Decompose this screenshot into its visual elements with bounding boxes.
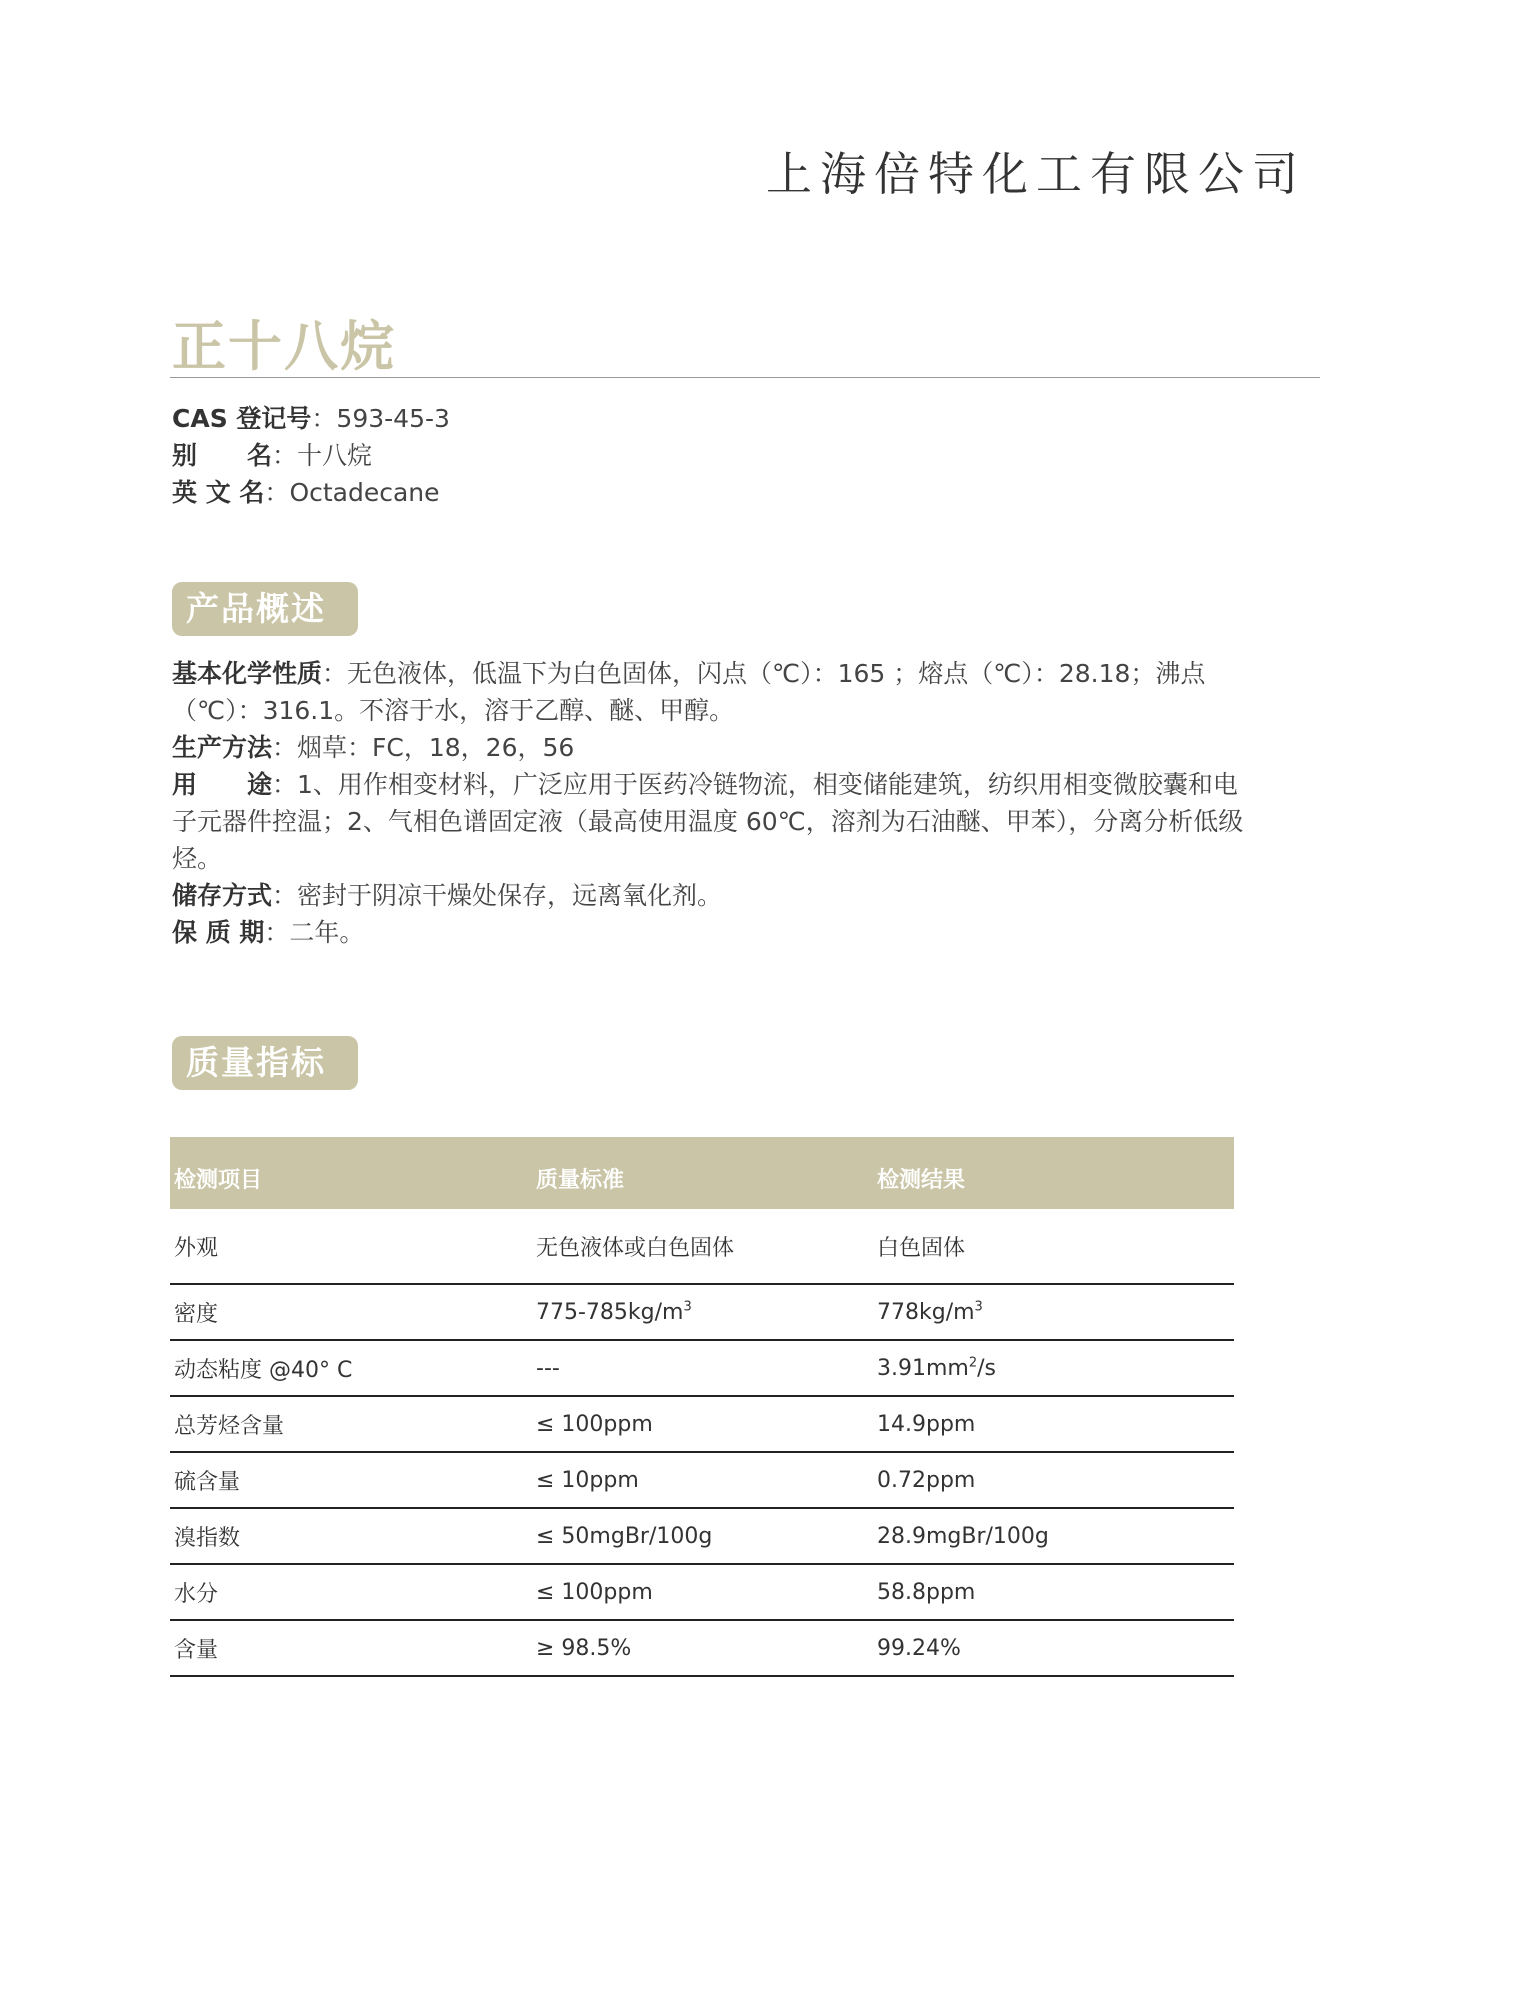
row-standard-sup: 3 [683, 1299, 692, 1315]
company-name: 上海倍特化工有限公司 [766, 147, 1306, 201]
production-method-text: ：烟草：FC，18，26，56 [272, 733, 575, 762]
row-standard [532, 1284, 873, 1340]
row-result-sup: 2 [968, 1355, 978, 1371]
alias-value: 十八烷 [297, 441, 373, 470]
table-row [170, 1508, 1234, 1564]
title-divider [170, 377, 1320, 378]
english-name-sep: ： [264, 478, 290, 507]
overview-block [172, 655, 1252, 951]
row-result-tail: /s [977, 1355, 997, 1381]
row-result-text: 3.91mm [877, 1355, 969, 1381]
row-result: 0.72ppm [873, 1452, 1234, 1508]
row-item: 硫含量 [170, 1452, 532, 1508]
table-row [170, 1564, 1234, 1620]
row-item: 外观 [170, 1209, 532, 1284]
alias-label: 别 名 [172, 441, 273, 470]
row-item: 溴指数 [170, 1508, 532, 1564]
row-result [873, 1340, 1234, 1396]
row-result: 28.9mgBr/100g [873, 1508, 1234, 1564]
quality-section-title: 质量指标 [172, 1036, 358, 1090]
cas-label: CAS 登记号 [172, 404, 312, 433]
storage [172, 877, 1252, 914]
row-result-text: 778kg/m [877, 1299, 975, 1325]
cas-value: 593-45-3 [336, 404, 450, 433]
row-item: 含量 [170, 1620, 532, 1676]
row-result: 白色固体 [873, 1209, 1234, 1284]
alias-sep: ： [272, 441, 298, 470]
storage-text: ：密封于阴凉干燥处保存，远离氧化剂。 [272, 881, 723, 910]
basic-properties [172, 655, 1252, 729]
overview-section-title: 产品概述 [172, 582, 358, 636]
row-standard: ≤ 100ppm [532, 1396, 873, 1452]
row-standard: --- [532, 1340, 873, 1396]
production-method-label: 生产方法 [172, 733, 273, 762]
row-result: 99.24% [873, 1620, 1234, 1676]
basic-properties-text: ：无色液体，低温下为白色固体，闪点（℃）：165 ；熔点（℃）：28.18；沸点（℃）：316.1。不溶于水，溶于乙醇、醚、甲醇。 [172, 659, 1206, 725]
production-method [172, 729, 1252, 766]
product-title: 正十八烷 [172, 315, 396, 378]
row-result: 14.9ppm [873, 1396, 1234, 1452]
row-standard-text: 775-785kg/m [536, 1299, 684, 1325]
row-result [873, 1284, 1234, 1340]
usage-text: ：1、用作相变材料，广泛应用于医药冷链物流，相变储能建筑，纺织用相变微胶囊和电子元器件控温；2、气相色谱固定液（最高使用温度 60℃，溶剂为石油醚、甲苯），分离分析低级烃。 [172, 770, 1244, 873]
shelf-life-text: ：二年。 [264, 918, 365, 947]
header-result: 检测结果 [873, 1137, 1234, 1209]
row-standard: ≤ 100ppm [532, 1564, 873, 1620]
table-row [170, 1452, 1234, 1508]
shelf-life [172, 914, 1252, 951]
english-name-row [172, 474, 450, 511]
row-standard: ≤ 50mgBr/100g [532, 1508, 873, 1564]
row-result: 58.8ppm [873, 1564, 1234, 1620]
quality-spec-table [170, 1137, 1234, 1677]
row-standard: 无色液体或白色固体 [532, 1209, 873, 1284]
english-name-value: Octadecane [289, 478, 440, 507]
header-test-item: 检测项目 [170, 1137, 532, 1209]
row-result-sup: 3 [974, 1299, 983, 1315]
table-row [170, 1209, 1234, 1284]
row-item: 总芳烃含量 [170, 1396, 532, 1452]
table-header-row [170, 1137, 1234, 1209]
table-row [170, 1284, 1234, 1340]
header-standard: 质量标准 [532, 1137, 873, 1209]
english-name-label: 英 文 名 [172, 478, 265, 507]
usage-label: 用 途 [172, 770, 273, 799]
cas-sep: ： [311, 404, 337, 433]
table-row [170, 1620, 1234, 1676]
storage-label: 储存方式 [172, 881, 273, 910]
row-item: 密度 [170, 1284, 532, 1340]
table-row [170, 1340, 1234, 1396]
row-item: 动态粘度 @40° C [170, 1340, 532, 1396]
usage [172, 766, 1252, 877]
identity-block [172, 400, 450, 511]
alias-row [172, 437, 450, 474]
cas-row [172, 400, 450, 437]
shelf-life-label: 保 质 期 [172, 918, 265, 947]
row-standard: ≥ 98.5% [532, 1620, 873, 1676]
basic-properties-label: 基本化学性质 [172, 659, 323, 688]
row-item: 水分 [170, 1564, 532, 1620]
table-row [170, 1396, 1234, 1452]
row-standard: ≤ 10ppm [532, 1452, 873, 1508]
